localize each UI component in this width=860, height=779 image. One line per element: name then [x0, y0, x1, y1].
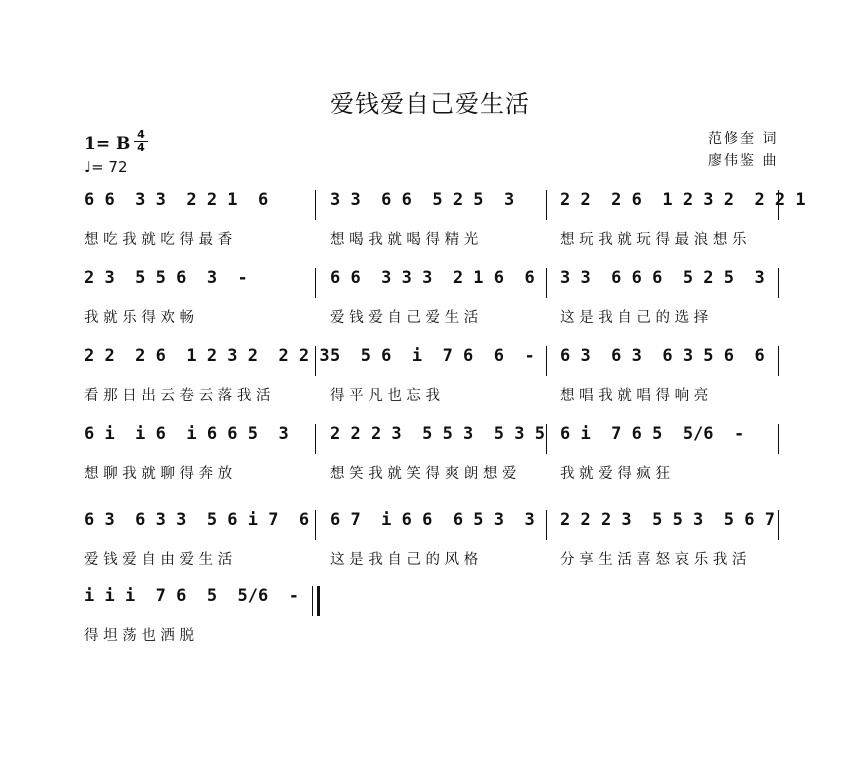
bar-line	[778, 510, 779, 540]
measure-lyrics: 想 玩 我 就 玩 得 最 浪 想 乐	[560, 232, 747, 248]
song-title: 爱钱爱自己爱生活	[330, 90, 530, 118]
measure-lyrics: 我 就 乐 得 欢 畅	[84, 310, 195, 326]
measure-lyrics: 想 喝 我 就 喝 得 精 光	[330, 232, 479, 248]
measure-lyrics: 爱 钱 爱 自 由 爱 生 活	[84, 552, 233, 568]
final-bar-line	[317, 586, 320, 616]
bar-line	[315, 346, 316, 376]
measure-notes: 6 7 i 6 6 6 5 3 3	[330, 510, 535, 530]
bar-line	[778, 346, 779, 376]
measure-notes: 6 3 6 3 6 3 5 6 6	[560, 346, 765, 366]
bar-line	[546, 510, 547, 540]
measure-notes: 6 3 6 3 3 5 6 i 7 6	[84, 510, 310, 530]
bar-line	[778, 268, 779, 298]
measure-lyrics: 我 就 爱 得 疯 狂	[560, 466, 671, 482]
measure-notes: 2 2 2 3 5 5 3 5 6 7	[560, 510, 775, 530]
time-signature-bottom: 4	[134, 141, 148, 154]
bar-line	[546, 424, 547, 454]
measure-lyrics: 得 平 凡 也 忘 我	[330, 388, 441, 404]
measure-notes: 2 2 2 6 1 2 3 2 2 2 1	[560, 190, 806, 210]
time-signature-top: 4	[137, 128, 145, 141]
measure-notes: 5 5 6 i 7 6 6 -	[330, 346, 535, 366]
measure-notes: i i i 7 6 5 5/6 -	[84, 586, 299, 606]
bar-line	[546, 190, 547, 220]
bar-line	[546, 268, 547, 298]
bar-line	[546, 346, 547, 376]
measure-lyrics: 想 唱 我 就 唱 得 响 亮	[560, 388, 709, 404]
tempo-marking: ♩= 72	[84, 158, 128, 176]
bar-line	[315, 190, 316, 220]
measure-lyrics: 分 享 生 活 喜 怒 哀 乐 我 活	[560, 552, 747, 568]
measure-notes: 6 i i 6 i 6 6 5 3	[84, 424, 289, 444]
measure-notes: 3 3 6 6 5 2 5 3	[330, 190, 515, 210]
measure-lyrics: 看 那 日 出 云 卷 云 落 我 活	[84, 388, 271, 404]
measure-notes: 6 i 7 6 5 5/6 -	[560, 424, 745, 444]
measure-lyrics: 想 吃 我 就 吃 得 最 香	[84, 232, 233, 248]
bar-line	[315, 268, 316, 298]
lyricist-credit: 范修奎 词	[708, 131, 779, 147]
measure-notes: 6 6 3 3 3 2 1 6 6	[330, 268, 535, 288]
measure-lyrics: 爱 钱 爱 自 己 爱 生 活	[330, 310, 479, 326]
bar-line	[315, 510, 316, 540]
measure-notes: 6 6 3 3 2 2 1 6	[84, 190, 269, 210]
time-signature	[134, 129, 148, 154]
measure-notes: 2 2 2 6 1 2 3 2 2 2 3	[84, 346, 330, 366]
bar-line	[312, 586, 313, 616]
measure-lyrics: 这 是 我 自 己 的 选 择	[560, 310, 709, 326]
measure-lyrics: 得 坦 荡 也 洒 脱	[84, 628, 195, 644]
measure-notes: 2 2 2 3 5 5 3 5 3 5	[330, 424, 545, 444]
composer-credit: 廖伟鉴 曲	[708, 153, 779, 169]
measure-notes: 3 3 6 6 6 5 2 5 3	[560, 268, 765, 288]
key-signature: 1= B	[84, 134, 131, 154]
measure-notes: 2 3 5 5 6 3 -	[84, 268, 248, 288]
measure-lyrics: 想 聊 我 就 聊 得 奔 放	[84, 466, 233, 482]
bar-line	[778, 424, 779, 454]
measure-lyrics: 这 是 我 自 己 的 风 格	[330, 552, 479, 568]
bar-line	[315, 424, 316, 454]
measure-lyrics: 想 笑 我 就 笑 得 爽 朗 想 爱	[330, 466, 517, 482]
bar-line	[778, 190, 779, 220]
